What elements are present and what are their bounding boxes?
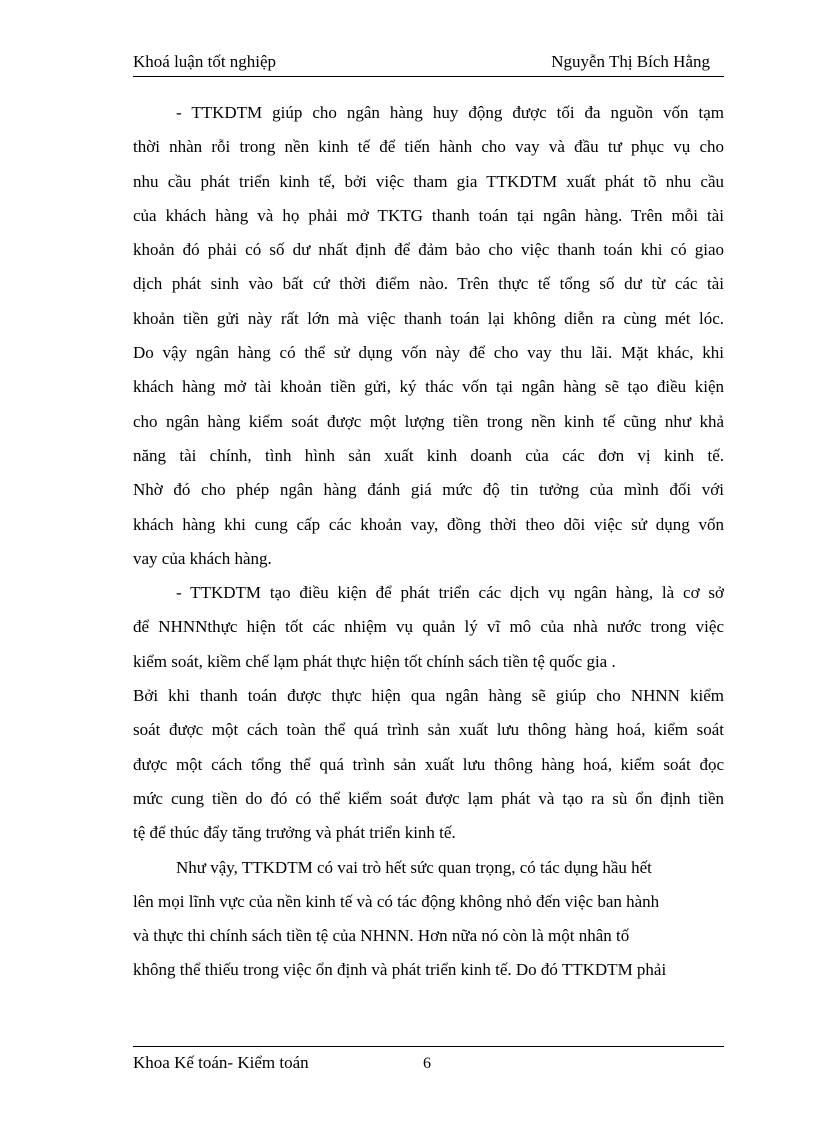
text-line: năng tài chính, tình hình sản xuất kinh doanh của các đơn vị kinh tế. — [133, 445, 724, 465]
text-line: Do vậy ngân hàng có thể sử dụng vốn này để cho vay thu lãi. Mặt khác, khi — [133, 343, 724, 363]
text-line: vay của khách hàng. — [133, 548, 272, 568]
text-line: thời nhàn rỗi trong nền kinh tế để tiến hành cho vay và đầu tư phục vụ cho — [133, 137, 724, 157]
text-line: Bởi khi thanh toán được thực hiện qua ngân hàng sẽ giúp cho NHNN kiểm — [133, 686, 724, 706]
text-line: được một cách tổng thể quá trình sản xuất lưu thông hàng hoá, kiểm soát đọc — [133, 754, 724, 774]
header-thesis-label: Khoá luận tốt nghiệp — [133, 52, 277, 71]
body-text — [133, 96, 724, 988]
text-line: tệ để thúc đẩy tăng trưởng và phát triển kinh tế. — [133, 823, 456, 843]
text-line: dịch phát sinh vào bất cứ thời điểm nào. Trên thực tế tổng số dư từ các tài — [133, 274, 724, 294]
page-footer — [133, 1046, 724, 1072]
header-author-name: Nguyễn Thị Bích Hằng — [551, 52, 710, 71]
text-line: kiểm soát, kiềm chế lạm phát thực hiện tốt chính sách tiền tệ quốc gia . — [133, 651, 616, 671]
text-line: - TTKDTM giúp cho ngân hàng huy động được tối đa nguồn vốn tạm — [176, 103, 724, 122]
text-line: khoản đó phải có số dư nhất định để đảm bảo cho việc thanh toán khi có giao — [133, 240, 724, 260]
text-line: khách hàng khi cung cấp các khoản vay, đồng thời theo dõi việc sử dụng vốn — [133, 514, 724, 534]
text-line: và thực thi chính sách tiền tệ của NHNN. Hơn nữa nó còn là một nhân tố — [133, 926, 630, 946]
text-line: mức cung tiền do đó có thể kiểm soát được lạm phát và tạo ra sù ổn định tiền — [133, 788, 724, 808]
text-line: cho ngân hàng kiểm soát được một lượng tiền trong nền kinh tế cũng như khả — [133, 411, 724, 431]
text-line: khoản tiền gửi này rất lớn mà việc thanh toán lại không diễn ra cùng mét lóc. — [133, 308, 724, 328]
footer-faculty-label: Khoa Kế toán- Kiểm toán — [133, 1053, 309, 1072]
text-line: soát được một cách toàn thể quá trình sản xuất lưu thông hàng hoá, kiểm soát — [133, 720, 724, 740]
text-line: nhu cầu phát triển kinh tế, bởi việc tham gia TTKDTM xuất phát tõ nhu cầu — [133, 171, 724, 191]
text-line: Như vậy, TTKDTM có vai trò hết sức quan trọng, có tác dụng hầu hết — [176, 857, 652, 877]
text-line: lên mọi lĩnh vực của nền kinh tế và có tác động không nhỏ đến việc ban hành — [133, 891, 660, 911]
page-number: 6 — [423, 1055, 431, 1072]
page-header — [133, 52, 724, 77]
text-line: của khách hàng và họ phải mở TKTG thanh toán tại ngân hàng. Trên mỗi tài — [133, 205, 724, 225]
text-line: - TTKDTM tạo điều kiện để phát triển các dịch vụ ngân hàng, là cơ sở — [176, 583, 724, 603]
text-line: Nhờ đó cho phép ngân hàng đánh giá mức độ tin tưởng của mình đối với — [133, 480, 724, 500]
text-line: không thể thiếu trong việc ổn định và phát triển kinh tế. Do đó TTKDTM phải — [133, 960, 667, 980]
text-line: để NHNNthực hiện tốt các nhiệm vụ quản lý vĩ mô của nhà nước trong việc — [133, 617, 724, 637]
text-line: khách hàng mở tài khoản tiền gửi, ký thác vốn tại ngân hàng sẽ tạo điều kiện — [133, 377, 724, 397]
